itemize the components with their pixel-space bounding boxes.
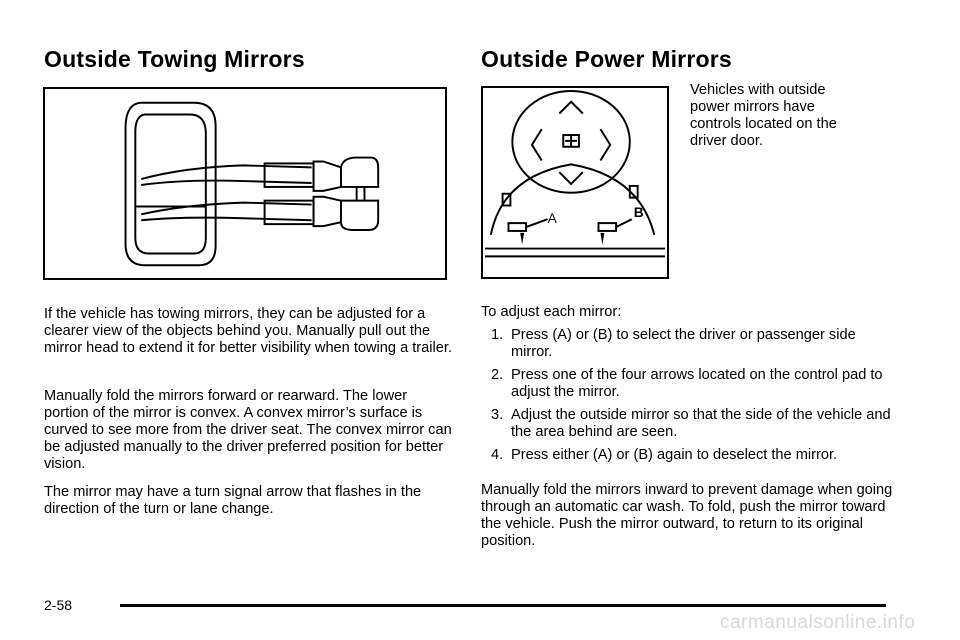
- power-mirrors-heading: Outside Power Mirrors: [481, 46, 732, 72]
- power-mirror-control-illustration: [481, 86, 669, 279]
- towing-mirror-illustration: [43, 87, 447, 280]
- step-item: [481, 447, 901, 464]
- label-b: B: [633, 205, 644, 221]
- step-text: Adjust the outside mirror so that the side of the vehicle and the area behind are seen.: [511, 407, 891, 440]
- power-mirrors-intro: Vehicles with outside power mirrors have controls located on the driver door.: [690, 82, 837, 149]
- step-item: [481, 407, 901, 441]
- step-number: 3.: [491, 407, 504, 423]
- power-mirror-control-drawing: [483, 88, 667, 277]
- towing-paragraph-3: The mirror may have a turn signal arrow that flashes in the direction of the turn or lane change.: [44, 484, 422, 517]
- towing-paragraph-2: Manually fold the mirrors forward or rearward. The lower portion of the mirror is convex. A convex mirror’s surface is curved to see more from the driver seat. The convex mirror can be adjusted manually to the driver preferred position for better vision.: [44, 388, 452, 472]
- watermark: carmanualsonline.info: [720, 612, 916, 633]
- footer-rule: [120, 604, 886, 607]
- fold-instructions: Manually fold the mirrors inward to prevent damage when going through an automatic car wash. To fold, push the mirror toward the vehicle. Push the mirror outward, to return to its original position.: [481, 482, 893, 549]
- step-text: Press one of the four arrows located on the control pad to adjust the mirror.: [511, 367, 883, 400]
- adjust-steps-list: [481, 327, 901, 470]
- step-number: 2.: [491, 367, 504, 383]
- step-text: Press (A) or (B) to select the driver or passenger side mirror.: [511, 327, 856, 360]
- steps-intro: To adjust each mirror:: [481, 304, 622, 320]
- towing-mirrors-heading: Outside Towing Mirrors: [44, 46, 305, 72]
- step-text: Press either (A) or (B) again to deselect the mirror.: [511, 447, 838, 463]
- label-a: A: [547, 211, 557, 227]
- step-item: [481, 367, 901, 401]
- step-number: 4.: [491, 447, 504, 463]
- towing-mirror-drawing: [45, 89, 445, 278]
- step-number: 1.: [491, 327, 504, 343]
- towing-paragraph-1: If the vehicle has towing mirrors, they can be adjusted for a clearer view of the objects behind you. Manually pull out the mirror head to extend it for better visibility when towing a trailer.: [44, 306, 452, 356]
- step-item: [481, 327, 901, 361]
- page-number: 2-58: [44, 597, 73, 613]
